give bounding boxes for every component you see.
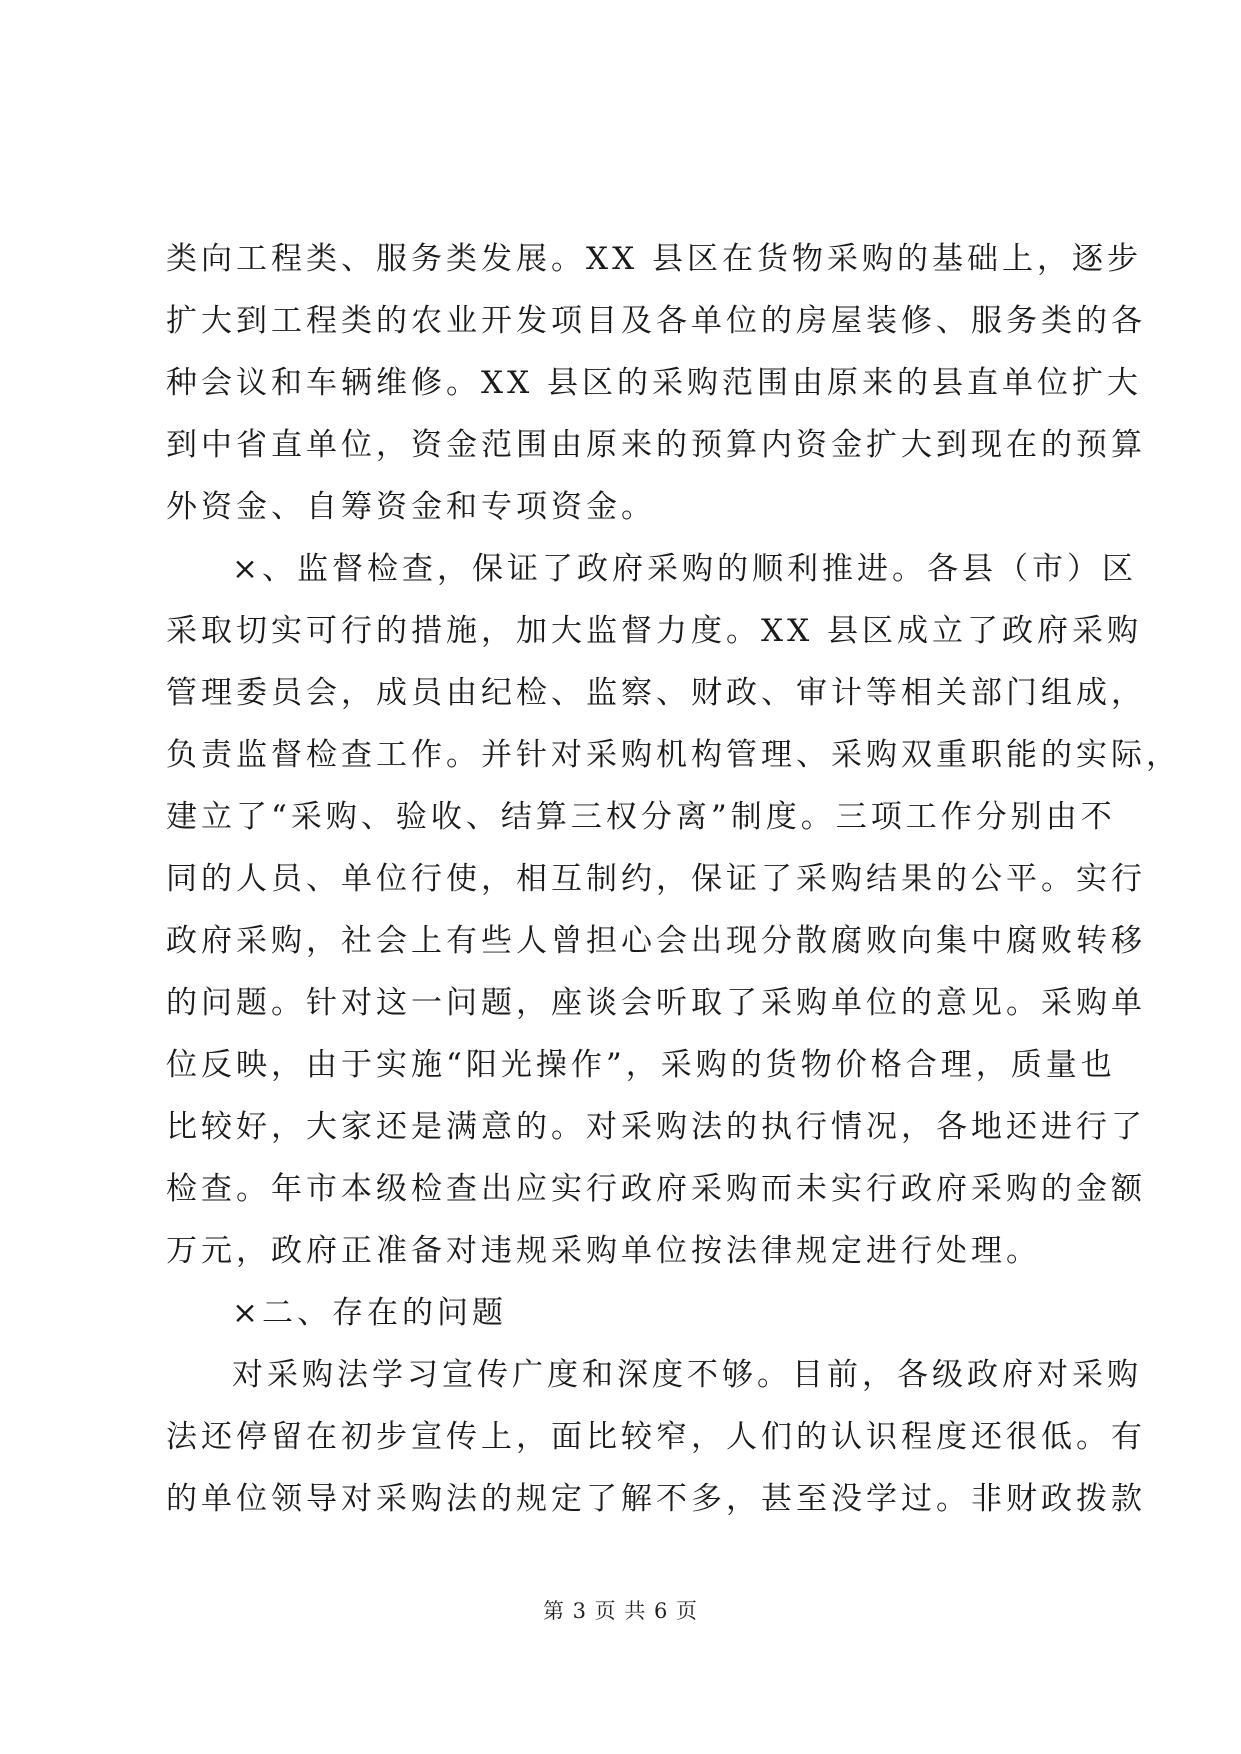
text-line: 同的人员、单位行使，相互制约，保证了采购结果的公平。实行 [166,861,1146,897]
text-line: 的单位领导对采购法的规定了解不多，甚至没学过。非财政拨款 [166,1481,1146,1517]
text-line: 法还停留在初步宣传上，面比较窄，人们的认识程度还很低。有 [166,1419,1146,1455]
text-line: 建立了“采购、验收、结算三权分离”制度。三项工作分别由不 [166,799,1116,835]
section-heading: ×二、存在的问题 [232,1295,507,1331]
page-footer: 第 3 页 共 6 页 [542,1599,699,1623]
text-line: 种会议和车辆维修。XX 县区的采购范围由原来的县直单位扩大 [166,365,1142,401]
paragraph-start-line: 对采购法学习宣传广度和深度不够。目前，各级政府对采购 [232,1357,1142,1393]
text-line: 类向工程类、服务类发展。XX 县区在货物采购的基础上，逐步 [166,241,1142,277]
document-body [166,228,1181,1530]
text-line: 外资金、自筹资金和专项资金。 [166,489,656,525]
text-line: 扩大到工程类的农业开发项目及各单位的房屋装修、服务类的各 [166,303,1146,339]
text-line: 管理委员会，成员由纪检、监察、财政、审计等相关部门组成， [166,675,1146,711]
text-line: 比较好，大家还是满意的。对采购法的执行情况，各地还进行了 [166,1109,1146,1145]
text-line: 负责监督检查工作。并针对采购机构管理、采购双重职能的实际， [166,737,1181,773]
text-line: 检查。年市本级检查出应实行政府采购而未实行政府采购的金额 [166,1171,1146,1207]
text-line: 采取切实可行的措施，加大监督力度。XX 县区成立了政府采购 [166,613,1142,649]
text-line: 的问题。针对这一问题，座谈会听取了采购单位的意见。采购单 [166,985,1146,1021]
text-line: 到中省直单位，资金范围由原来的预算内资金扩大到现在的预算 [166,427,1146,463]
text-line: 政府采购，社会上有些人曾担心会出现分散腐败向集中腐败转移 [166,923,1146,959]
text-line: 万元，政府正准备对违规采购单位按法律规定进行处理。 [166,1233,1041,1269]
text-line: 位反映，由于实施“阳光操作”，采购的货物价格合理，质量也 [166,1047,1116,1083]
paragraph-start-line: ×、监督检查，保证了政府采购的顺利推进。各县（市）区 [232,551,1137,587]
